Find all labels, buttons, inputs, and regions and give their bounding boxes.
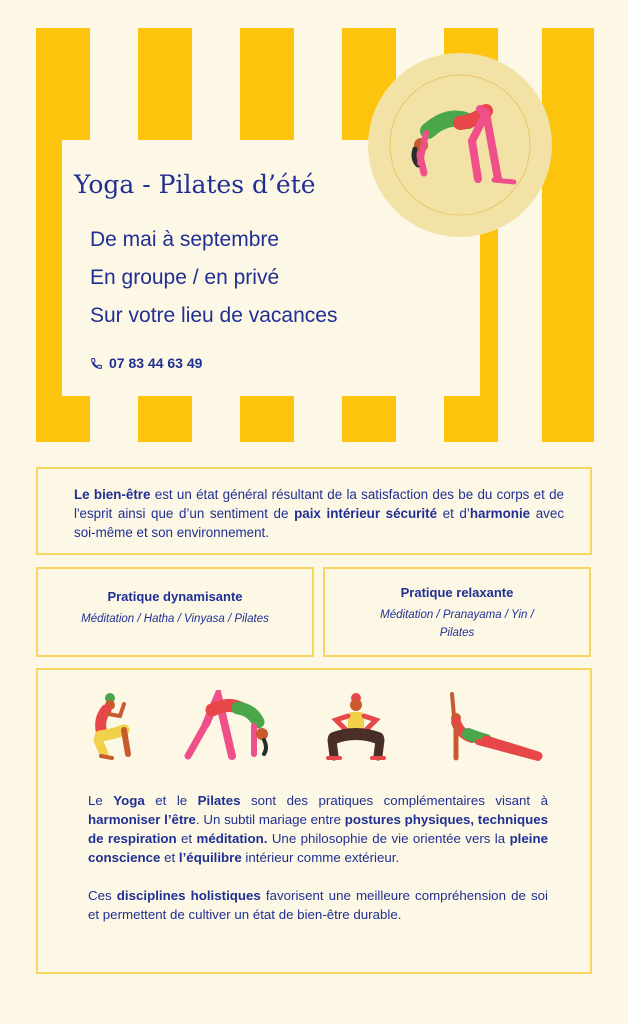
text-run: Le	[88, 793, 114, 808]
practice-dynamic-box	[36, 567, 314, 657]
description-paragraph	[88, 886, 548, 924]
squat-pose-figure	[84, 690, 140, 766]
text-run: et	[176, 831, 197, 846]
emphasis-text: Le bien-être	[74, 487, 151, 502]
emphasis-text: méditation.	[196, 831, 268, 846]
practice-title: Pratique relaxante	[400, 585, 514, 600]
page-title: Yoga - Pilates d’été	[74, 170, 316, 199]
hero-line-location: Sur votre lieu de vacances	[90, 304, 338, 327]
phone-icon	[90, 357, 103, 370]
backbend-pose-figure	[182, 690, 272, 766]
practice-description: Méditation / Pranayama / Yin / Pilates	[380, 609, 534, 639]
emphasis-text: harmoniser l’être	[88, 812, 196, 827]
practice-relaxing-box	[323, 567, 591, 657]
description-box	[36, 668, 592, 974]
emphasis-text: harmonie	[469, 506, 531, 521]
emphasis-text: Yoga	[113, 793, 145, 808]
text-run: sont des pratiques complémentaires visant à	[240, 793, 548, 808]
text-run: Une philosophie de vie orientée vers la	[267, 831, 510, 846]
phone-number[interactable]: 07 83 44 63 49	[109, 355, 203, 371]
text-run: et	[160, 850, 179, 865]
text-run: intérieur comme extérieur.	[241, 850, 400, 865]
text-run: est un état général résultant de la satisfaction des be du corps et de l'esprit ainsi que d’un sentiment de	[74, 487, 564, 521]
emphasis-text: l’équilibre	[178, 850, 242, 865]
emphasis-text: disciplines holistiques	[116, 888, 261, 903]
emphasis-text: Pilates	[197, 793, 241, 808]
text-run: Ces	[88, 888, 117, 903]
emphasis-text: postures physiques, techniques de respiration	[88, 812, 548, 846]
text-run: favorisent une meilleure compréhension de soi et permettent de cultiver un état de bien-être durable.	[88, 888, 548, 922]
text-run: . Un subtil mariage entre	[195, 812, 345, 827]
intro-text	[74, 485, 564, 542]
wide-squat-pose-figure	[320, 690, 392, 766]
text-run: et le	[144, 793, 198, 808]
intro-box	[36, 467, 592, 555]
phone-contact[interactable]	[90, 355, 202, 371]
hero-illustration	[368, 53, 552, 237]
yoga-figures-row	[78, 690, 548, 766]
hero-line-dates: De mai à septembre	[90, 228, 280, 251]
cobra-pose-figure	[442, 690, 546, 766]
description-text	[88, 791, 548, 924]
text-run: avec soi-même et son environnement.	[74, 506, 565, 540]
backbend-yoga-figure	[368, 53, 552, 237]
practice-title: Pratique dynamisante	[107, 589, 243, 604]
text-run: et d’	[437, 506, 470, 521]
emphasis-text: pleine conscience	[88, 831, 548, 865]
practice-description: Méditation / Hatha / Vinyasa / Pilates	[81, 613, 269, 625]
description-paragraph	[88, 791, 548, 867]
hero-line-format: En groupe / en privé	[90, 266, 280, 289]
emphasis-text: paix intérieur sécurité	[294, 506, 438, 521]
